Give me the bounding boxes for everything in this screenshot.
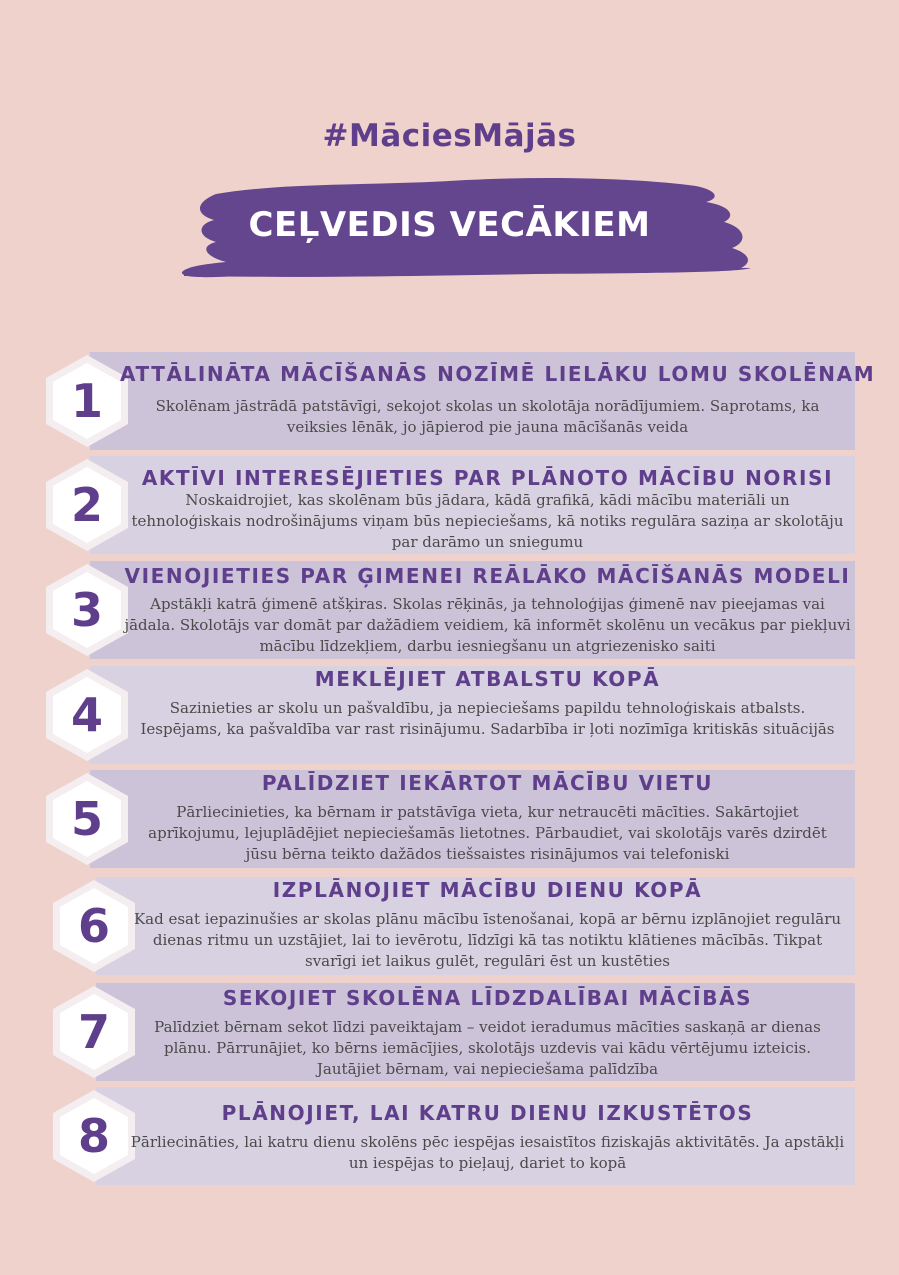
step-item-6: [0, 877, 899, 975]
step-item-1: [0, 352, 899, 450]
step-number: 7: [77, 1005, 110, 1059]
step-item-2: [0, 456, 899, 554]
step-description: Pārliecināties, lai katru dienu skolēns pēc iespējas iesaistītos fiziskajās aktivitātēs. Ja apstākļi un iespējas to pieļauj, dariet to kopā: [130, 1133, 845, 1172]
step-number: 1: [70, 374, 103, 428]
step-title: PLĀNOJIET, LAI KATRU DIENU IZKUSTĒTOS: [221, 1101, 754, 1125]
hexagon-badge: [44, 667, 130, 763]
step-title: MEKLĒJIET ATBALSTU KOPĀ: [314, 667, 661, 691]
step-number: 5: [70, 792, 103, 846]
step-number: 4: [70, 688, 103, 742]
banner-title: CEĻVEDIS VECĀKIEM: [248, 205, 651, 245]
step-title: IZPLĀNOJIET MĀCĪBU DIENU KOPĀ: [272, 878, 703, 902]
step-item-8: [0, 1087, 899, 1185]
step-description: Noskaidrojiet, kas skolēnam būs jādara, kādā grafikā, kādi mācību materiāli un tehnoloģiskais nodrošinājums viņam būs nepieciešams, kā notiks regulāra saziņa ar skolotāju par darāmo un sniegumu: [131, 491, 844, 551]
step-description: Sazinieties ar skolu un pašvaldību, ja nepieciešams papildu tehnoloģiskais atbalsts. Iespējams, ka pašvaldība var rast risinājumu. Sadarbība ir ļoti nozīmīga kritiskās situācijās: [140, 699, 835, 738]
step-title: VIENOJIETIES PAR ĢIMENEI REĀLĀKO MĀCĪŠANĀS MODELI: [124, 564, 851, 588]
step-number: 3: [70, 583, 103, 637]
step-item-4: [0, 666, 899, 764]
step-title: PALĪDZIET IEKĀRTOT MĀCĪBU VIETU: [261, 771, 714, 795]
step-description: Pārliecinieties, ka bērnam ir patstāvīga vieta, kur netraucēti mācīties. Sakārtojiet aprīkojumu, lejuplādējiet nepieciešamās lietotnes. Pārbaudiet, vai skolotājs varēs dzirdēt jūsu bērna teikto dažādos tiešsaistes risinājumos vai telefoniski: [148, 803, 827, 863]
hexagon-badge: [44, 562, 130, 658]
step-description: Palīdziet bērnam sekot līdzi paveiktajam – veidot ieradumus mācīties saskaņā ar dienas plānu. Pārrunājiet, ko bērns iemācījies, skolotājs uzdevis vai kādu vērtējumu izteicis. Jautājiet bērnam, vai nepieciešama palīdzība: [154, 1018, 821, 1078]
hexagon-badge: [44, 457, 130, 553]
step-item-3: [0, 561, 899, 659]
hexagon-badge: [44, 771, 130, 867]
step-title: AKTĪVI INTERESĒJIETIES PAR PLĀNOTO MĀCĪBU NORISI: [141, 466, 834, 490]
step-description: Apstākļi katrā ģimenē atšķiras. Skolas rēķinās, ja tehnoloģijas ģimenē nav pieejamas vai jādala. Skolotājs var domāt par dažādiem veidiem, kā informēt skolēnu un vecākus par piekļuvi mācību līdzekļiem, darbu iesniegšanu un atgriezenisko saiti: [124, 595, 851, 655]
step-number: 2: [70, 478, 103, 532]
step-title: ATTĀLINĀTA MĀCĪŠANĀS NOZĪMĒ LIELĀKU LOMU SKOLĒNAM: [120, 362, 876, 386]
step-number: 6: [77, 899, 110, 953]
step-description: Skolēnam jāstrādā patstāvīgi, sekojot skolas un skolotāja norādījumiem. Saprotams, ka veiksies lēnāk, jo jāpierod pie jauna mācīšanās veida: [155, 397, 820, 436]
hashtag-heading: #MāciesMājās: [322, 118, 577, 154]
step-item-5: [0, 770, 899, 868]
step-title: SEKOJIET SKOLĒNA LĪDZDALĪBAI MĀCĪBĀS: [222, 986, 753, 1010]
step-number: 8: [77, 1109, 110, 1163]
step-item-7: [0, 983, 899, 1081]
step-description: Kad esat iepazinušies ar skolas plānu mācību īstenošanai, kopā ar bērnu izplānojiet regulāru dienas ritmu un uzstājiet, lai to ievērotu, līdzīgi kā tas notiktu klātienes mācībās. Tikpat svarīgi iet laikus gulēt, regulāri ēst un kustēties: [133, 910, 842, 970]
hexagon-badge: [44, 353, 130, 449]
